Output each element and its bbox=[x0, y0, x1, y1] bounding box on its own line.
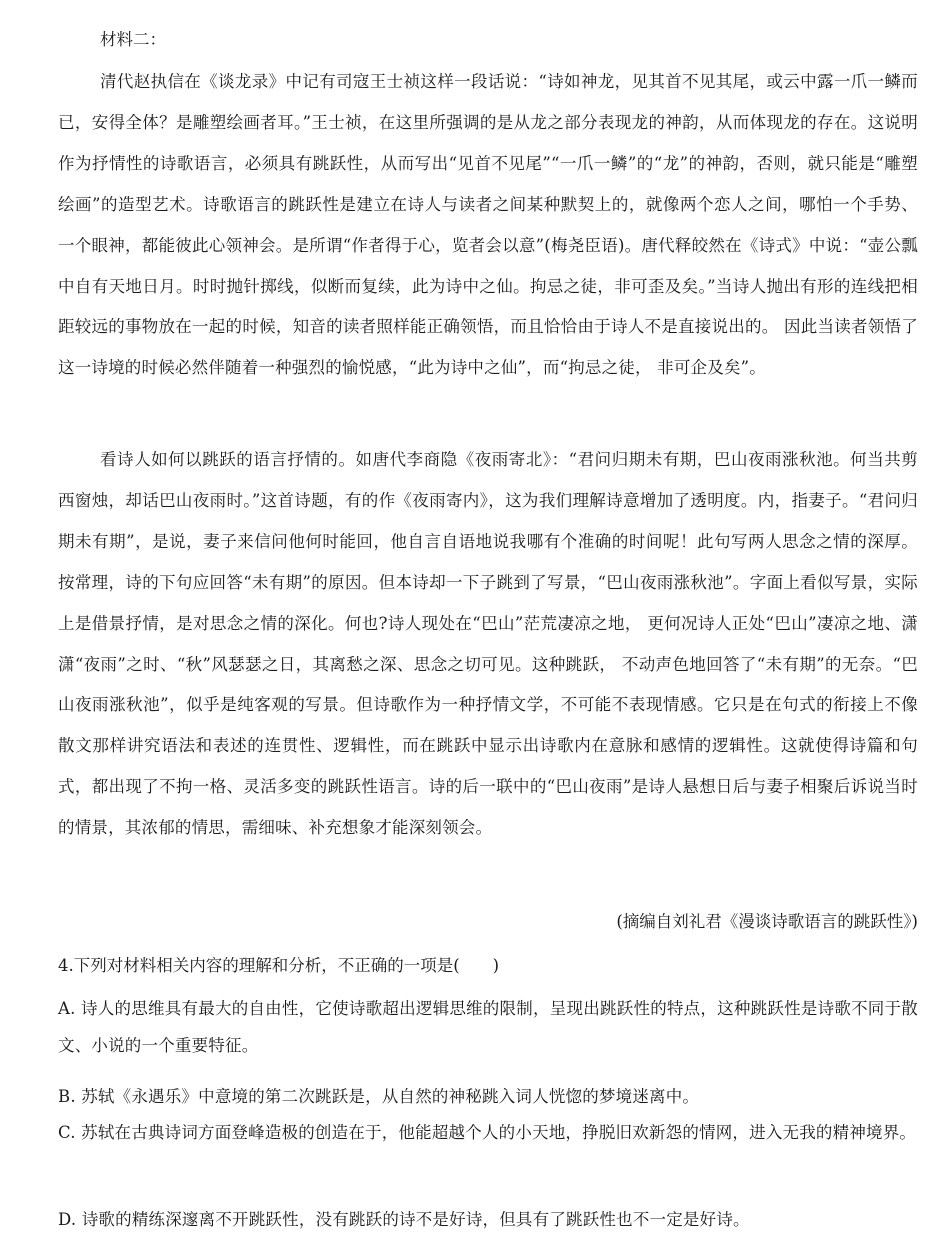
source-citation: (摘编自刘礼君《漫谈诗歌语言的跳跃性》) bbox=[616, 912, 918, 931]
option-a: A. 诗人的思维具有最大的自由性，它使诗歌超出逻辑思维的限制，呈现出跳跃性的特点，这种跳跃性是诗歌不同于散文、小说的一个重要特征。 bbox=[58, 999, 918, 1055]
option-b: B. 苏轼《永遇乐》中意境的第二次跳跃是，从自然的神秘跳入词人恍惚的梦境迷离中。 bbox=[58, 1087, 700, 1106]
material-paragraph-1: 清代赵执信在《谈龙录》中记有司寇王士祯这样一段话说：“诗如神龙，见其首不见其尾，或云中露一爪一鳞而已，安得全体？是雕塑绘画者耳。”王士祯，在这里所强调的是从龙之部分表现龙的神韵，从而体现龙的存在。这说明作为抒情性的诗歌语言，必须具有跳跃性，从而写出“见首不见尾”“一爪一鳞”的“龙”的神韵，否则，就只能是“雕塑绘画”的造型艺术。诗歌语言的跳跃性是建立在诗人与读者之间某种默契上的，就像两个恋人之间，哪怕一个手势、一个眼神，都能彼此心领神会。是所谓“作者得于心，览者会以意”(梅尧臣语)。唐代释皎然在《诗式》中说：“壶公瓢中自有天地日月。时时抛针掷线，似断而复续，此为诗中之仙。拘忌之徒，非可歪及矣。”当诗人抛出有形的连线把相距较远的事物放在一起的时候，知音的读者照样能正确领悟，而且恰恰由于诗人不是直接说出的。 因此当读者领悟了这一诗境的时候必然伴随着一种强烈的愉悦感，“此为诗中之仙”，而“拘忌之徒， 非可企及矣”。 bbox=[58, 72, 918, 378]
question-stem: 4.下列对材料相关内容的理解和分析，不正确的一项是( ) bbox=[58, 956, 500, 975]
material-heading: 材料二： bbox=[100, 30, 166, 49]
option-c: C. 苏轼在古典诗词方面登峰造极的创造在于，他能超越个人的小天地，挣脱旧欢新怨的情网，进入无我的精神境界。 bbox=[58, 1123, 917, 1142]
option-d: D. 诗歌的精练深邃离不开跳跃性，没有跳跃的诗不是好诗，但具有了跳跃性也不一定是好诗。 bbox=[58, 1210, 750, 1229]
material-paragraph-2: 看诗人如何以跳跃的语言抒情的。如唐代李商隐《夜雨寄北》：“君问归期未有期，巴山夜雨涨秋池。何当共剪西窗烛，却话巴山夜雨时。”这首诗题，有的作《夜雨寄内》，这为我们理解诗意增加了透明度。内，指妻子。“君问归期未有期”，是说，妻子来信问他何时能回，他自言自语地说我哪有个准确的时间呢！此句写两人思念之情的深厚。按常理，诗的下句应回答“未有期”的原因。但本诗却一下子跳到了写景，“巴山夜雨涨秋池”。字面上看似写景，实际上是借景抒情，是对思念之情的深化。何也?诗人现处在“巴山”茫荒凄凉之地， 更何况诗人正处“巴山”凄凉之地、潇潇“夜雨”之时、“秋”风瑟瑟之日，其离愁之深、思念之切可见。这种跳跃， 不动声色地回答了“未有期”的无奈。“巴山夜雨涨秋池”，似乎是纯客观的写景。但诗歌作为一种抒情文学，不可能不表现情感。它只是在句式的衔接上不像散文那样讲究语法和表述的连贯性、逻辑性，而在跳跃中显示出诗歌内在意脉和感情的逻辑性。这就使得诗篇和句式，都出现了不拘一格、灵活多变的跳跃性语言。诗的后一联中的“巴山夜雨”是诗人悬想日后与妻子相聚后诉说当时的情景，其浓郁的情思，需细味、补充想象才能深刻领会。 bbox=[58, 450, 918, 838]
